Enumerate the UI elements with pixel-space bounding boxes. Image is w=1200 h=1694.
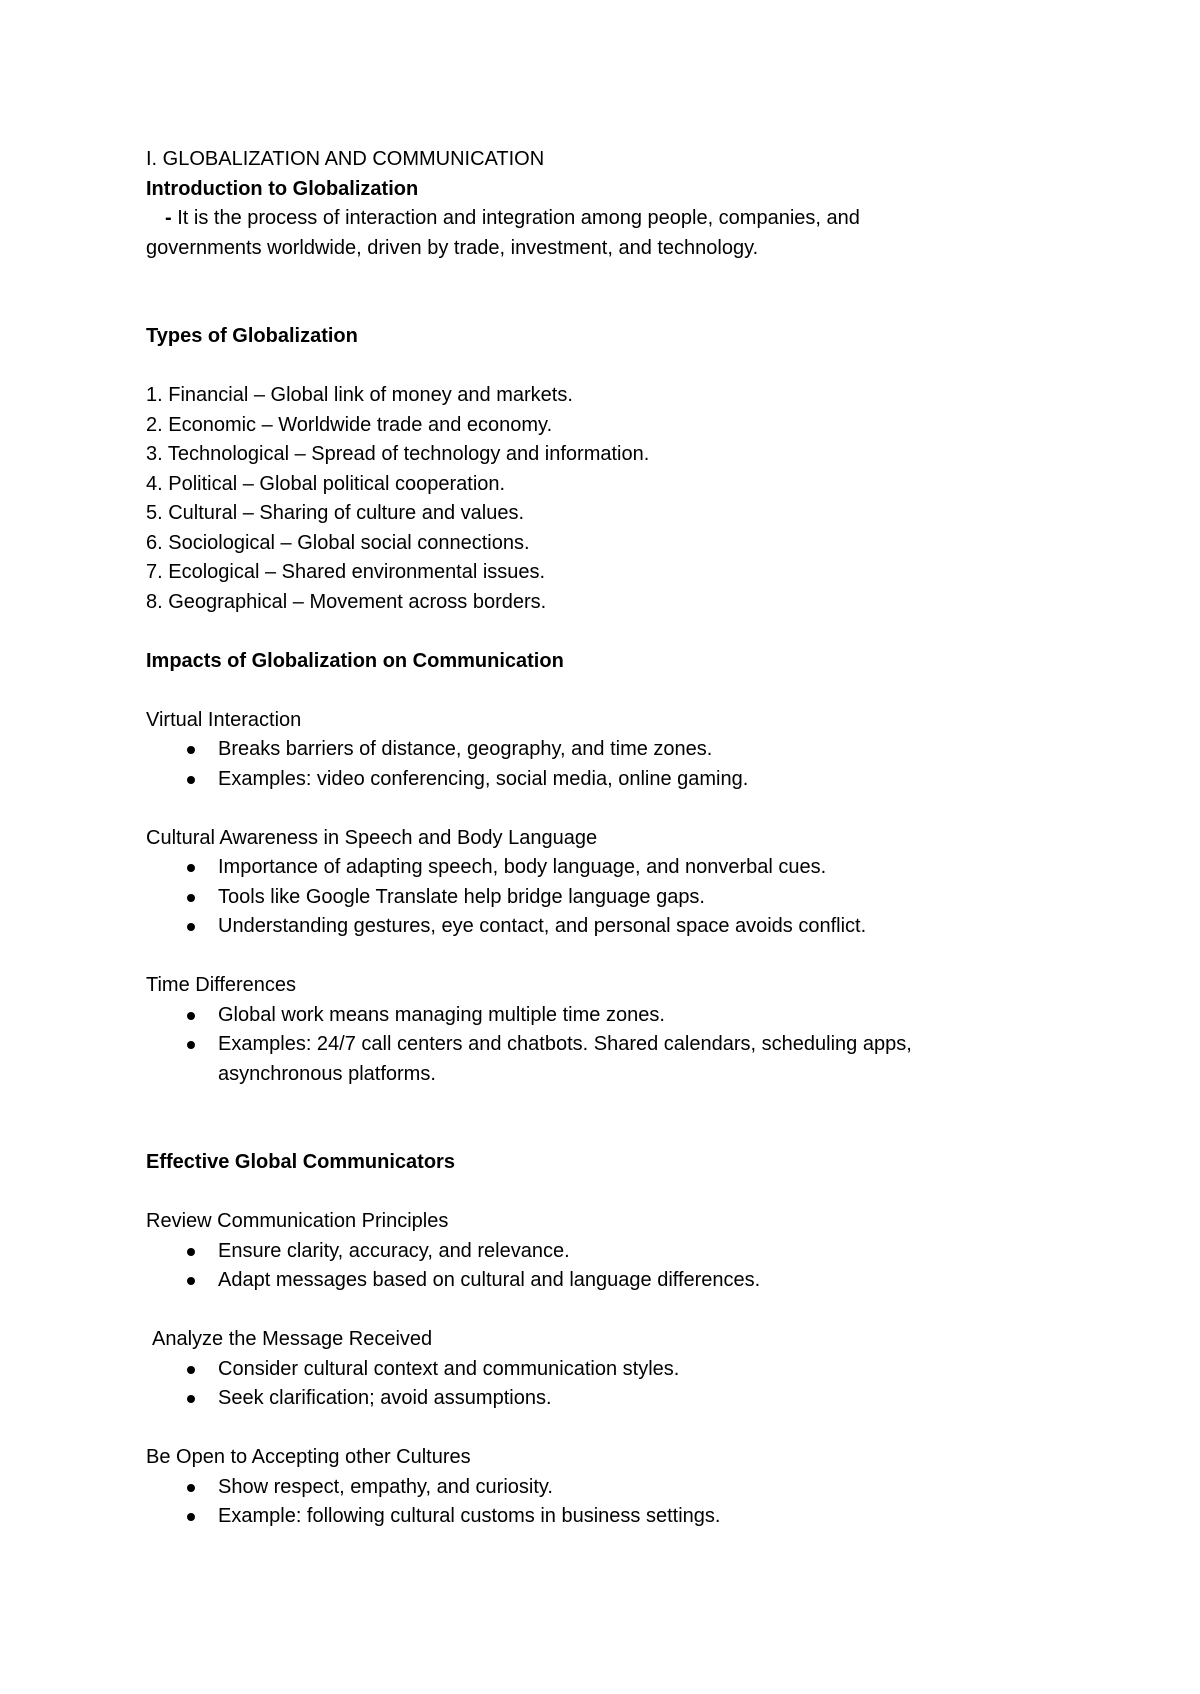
review-principles-list: [146, 1237, 1026, 1296]
bullet-icon: [187, 864, 195, 872]
list-item-text: Example: following cultural customs in business settings.: [218, 1505, 721, 1527]
list-item-text: Examples: video conferencing, social media, online gaming.: [218, 767, 749, 790]
list-item: [146, 1001, 1026, 1031]
bullet-icon: [187, 1484, 195, 1492]
bullet-icon: [187, 1366, 195, 1374]
list-item-text: Consider cultural context and communication styles.: [218, 1357, 680, 1380]
list-item: [146, 765, 1026, 795]
bullet-icon: [187, 1277, 195, 1285]
types-item-7: 7. Ecological – Shared environmental issues.: [146, 561, 546, 583]
list-item: [146, 853, 1026, 883]
list-item: [146, 1384, 1026, 1414]
intro-text-line-2: governments worldwide, driven by trade, investment, and technology.: [146, 236, 759, 259]
spacer: [146, 1414, 1026, 1444]
time-differences-label: Time Differences: [146, 974, 297, 996]
analyze-message-label: Analyze the Message Received: [152, 1328, 433, 1350]
intro-text-line-1: [146, 204, 1026, 234]
document-body: [146, 145, 1026, 1532]
bullet-icon: [187, 1041, 195, 1049]
types-item-4: 4. Political – Global political cooperation.: [146, 472, 506, 495]
spacer: [146, 352, 1026, 382]
list-item-text: Global work means managing multiple time zones.: [218, 1003, 665, 1026]
list-item: [146, 1473, 1026, 1503]
spacer: [146, 942, 1026, 972]
intro-dash: -: [165, 207, 172, 229]
review-principles-label: Review Communication Principles: [146, 1210, 449, 1232]
types-item-3: 3. Technological – Spread of technology and information.: [146, 443, 650, 465]
list-item-text: Breaks barriers of distance, geography, and time zones.: [218, 738, 713, 760]
bullet-icon: [187, 1395, 195, 1403]
types-item-8: 8. Geographical – Movement across borders.: [146, 590, 547, 613]
bullet-icon: [187, 923, 195, 931]
analyze-message-list: [146, 1355, 1026, 1414]
cultural-awareness-list: [146, 853, 1026, 942]
bullet-icon: [187, 1513, 195, 1521]
bullet-icon: [187, 746, 195, 754]
spacer: [146, 617, 1026, 647]
list-item: [146, 883, 1026, 913]
spacer: [146, 1089, 1026, 1148]
cultural-awareness-label: Cultural Awareness in Speech and Body Language: [146, 826, 598, 849]
bullet-icon: [187, 1012, 195, 1020]
intro-text-1: It is the process of interaction and integration among people, companies, and: [177, 207, 860, 229]
spacer: [146, 676, 1026, 706]
time-differences-list: [146, 1001, 1026, 1090]
types-item-5: 5. Cultural – Sharing of culture and values.: [146, 502, 524, 524]
spacer: [146, 794, 1026, 824]
list-item: [146, 735, 1026, 765]
list-item-text: Examples: 24/7 call centers and chatbots. Shared calendars, scheduling apps, asynchronous platforms.: [218, 1033, 912, 1085]
list-item: [146, 1502, 1026, 1532]
impacts-title: Impacts of Globalization on Communication: [146, 649, 564, 672]
bullet-icon: [187, 1248, 195, 1256]
list-item: [146, 912, 1026, 942]
list-item-text: Importance of adapting speech, body language, and nonverbal cues.: [218, 856, 827, 878]
list-item: [146, 1237, 1026, 1267]
types-title: Types of Globalization: [146, 325, 358, 347]
spacer: [146, 1296, 1026, 1326]
spacer: [146, 263, 1026, 322]
types-item-6: 6. Sociological – Global social connections.: [146, 531, 530, 554]
virtual-interaction-label: Virtual Interaction: [146, 708, 302, 731]
bullet-icon: [187, 894, 195, 902]
list-item: [146, 1266, 1026, 1296]
virtual-interaction-list: [146, 735, 1026, 794]
list-item-text: Tools like Google Translate help bridge language gaps.: [218, 885, 705, 908]
types-item-1: 1. Financial – Global link of money and markets.: [146, 384, 573, 406]
spacer: [146, 1178, 1026, 1208]
effective-title: Effective Global Communicators: [146, 1151, 455, 1173]
list-item-text: Show respect, empathy, and curiosity.: [218, 1475, 553, 1498]
list-item-text: Understanding gestures, eye contact, and personal space avoids conflict.: [218, 915, 867, 937]
section-heading: I. GLOBALIZATION AND COMMUNICATION: [146, 148, 545, 170]
list-item-text: Seek clarification; avoid assumptions.: [218, 1387, 552, 1409]
list-item-text: Ensure clarity, accuracy, and relevance.: [218, 1239, 570, 1262]
intro-title: Introduction to Globalization: [146, 177, 419, 200]
open-cultures-list: [146, 1473, 1026, 1532]
types-item-2: 2. Economic – Worldwide trade and economy.: [146, 413, 553, 436]
list-item: [146, 1355, 1026, 1385]
list-item-text: Adapt messages based on cultural and language differences.: [218, 1269, 761, 1291]
list-item: [146, 1030, 1026, 1089]
open-cultures-label: Be Open to Accepting other Cultures: [146, 1446, 471, 1468]
bullet-icon: [187, 776, 195, 784]
